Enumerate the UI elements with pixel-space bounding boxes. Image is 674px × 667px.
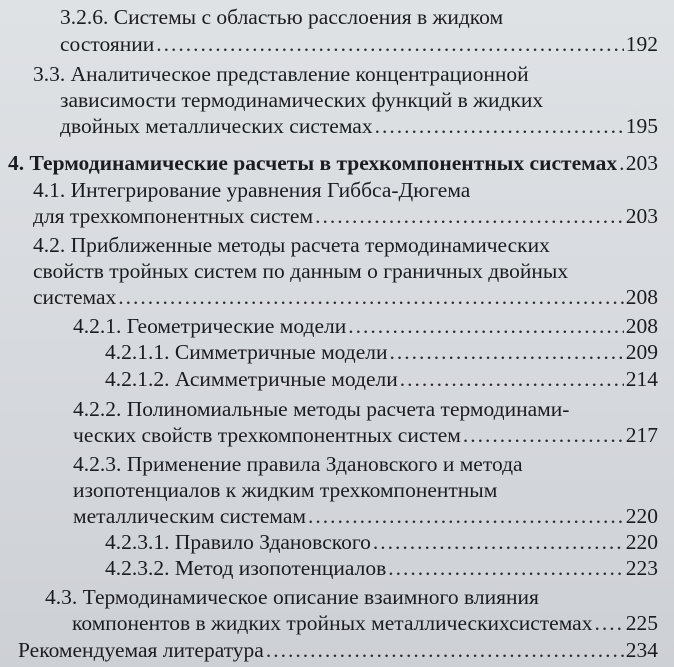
toc-line: [73, 422, 658, 448]
toc-page-number: 220: [625, 504, 658, 528]
leader-dots: [594, 610, 623, 636]
toc-line: [73, 477, 497, 503]
toc-line: [73, 451, 523, 477]
leader-dots: [348, 313, 624, 339]
toc-line: [105, 529, 658, 555]
toc-line: [60, 4, 503, 30]
toc-line: [60, 31, 658, 57]
leader-dots: [375, 113, 624, 139]
toc-entry-text: 4.2.1.1. Симметричные модели: [105, 340, 388, 364]
toc-entry-text: 3.3. Аналитическое представление концентрационной: [33, 62, 529, 86]
leader-dots: [315, 203, 624, 229]
toc-entry-text: компонентов в жидких тройных металлическихсистемах: [72, 611, 593, 635]
leader-dots: [373, 529, 624, 555]
toc-entry-text: зависимости термодинамических функций в жидких: [60, 88, 544, 112]
leader-dots: [266, 637, 624, 663]
toc-line: [33, 258, 568, 284]
toc-page-number: 208: [625, 314, 658, 338]
toc-entry-text: свойств тройных систем по данным о граничных двойных: [33, 259, 569, 283]
toc-line: [33, 203, 658, 229]
toc-page-number: 214: [625, 367, 658, 391]
toc-page-number: 208: [625, 285, 658, 309]
leader-dots: [400, 366, 624, 392]
toc-page-number: 192: [625, 32, 658, 56]
toc-line: [105, 555, 658, 581]
toc-page-number: 209: [625, 340, 658, 364]
toc-entry-text: 4.2. Приближенные методы расчета термодинамических: [33, 233, 550, 257]
leader-dots: [388, 555, 624, 581]
toc-entry-text: двойных металлических системах: [60, 114, 373, 138]
toc-line: [18, 637, 658, 663]
toc-entry-text: 4.2.3. Применение правила Здановского и метода: [73, 452, 523, 476]
toc-page-number: 217: [625, 423, 658, 447]
toc-page-number: 203: [625, 151, 658, 175]
toc-entry-text: состоянии: [60, 32, 155, 56]
toc-page-number: 223: [625, 556, 658, 580]
toc-page-number: 234: [625, 638, 658, 662]
toc-entry-text: 3.2.6. Системы с областью расслоения в жидком: [60, 5, 504, 29]
leader-dots: [156, 31, 624, 57]
toc-line: [33, 232, 550, 258]
leader-dots: [463, 422, 624, 448]
toc-entry-text: ческих свойств трехкомпонентных систем: [73, 423, 461, 447]
toc-line: [73, 313, 658, 339]
leader-dots: [118, 284, 623, 310]
leader-dots: [619, 150, 624, 176]
toc-entry-text: Рекомендуемая литература: [18, 638, 264, 662]
toc-page-number: 203: [625, 204, 658, 228]
toc-line: [73, 396, 569, 422]
toc-line: [33, 177, 470, 203]
toc-line: [72, 610, 658, 636]
toc-line: [105, 366, 658, 392]
toc-entry-text: 4.2.3.1. Правило Здановского: [105, 530, 371, 554]
toc-line: [60, 113, 658, 139]
toc-page-number: 225: [625, 611, 658, 635]
toc-page-number: 195: [625, 114, 658, 138]
toc-line: [73, 503, 658, 529]
toc-chapter-title: 4. Термодинамические расчеты в трехкомпонентных системах: [8, 151, 618, 175]
toc-line: [33, 284, 658, 310]
toc-entry-text: 4.3. Термодинамическое описание взаимного влияния: [45, 585, 539, 609]
toc-entry-text: для трехкомпонентных систем: [33, 204, 314, 228]
toc-line: [60, 87, 543, 113]
toc-line: [45, 584, 539, 610]
toc-entry-text: 4.1. Интегрирование уравнения Гиббса-Дюгема: [33, 178, 471, 202]
toc-entry-text: изопотенциалов к жидким трехкомпонентным: [73, 478, 498, 502]
toc-entry-text: системах: [33, 285, 117, 309]
toc-chapter-line: [8, 150, 658, 176]
toc-entry-text: 4.2.1.2. Асимметричные модели: [105, 367, 398, 391]
toc-line: [105, 339, 658, 365]
toc-line: [33, 61, 529, 87]
toc-entry-text: 4.2.2. Полиномиальные методы расчета термодинами-: [73, 397, 570, 421]
leader-dots: [390, 339, 624, 365]
toc-entry-text: 4.2.3.2. Метод изопотенциалов: [105, 556, 387, 580]
toc-entry-text: металлическим системам: [73, 504, 307, 528]
toc-entry-text: 4.2.1. Геометрические модели: [73, 314, 347, 338]
toc-page-number: 220: [625, 530, 658, 554]
leader-dots: [308, 503, 624, 529]
